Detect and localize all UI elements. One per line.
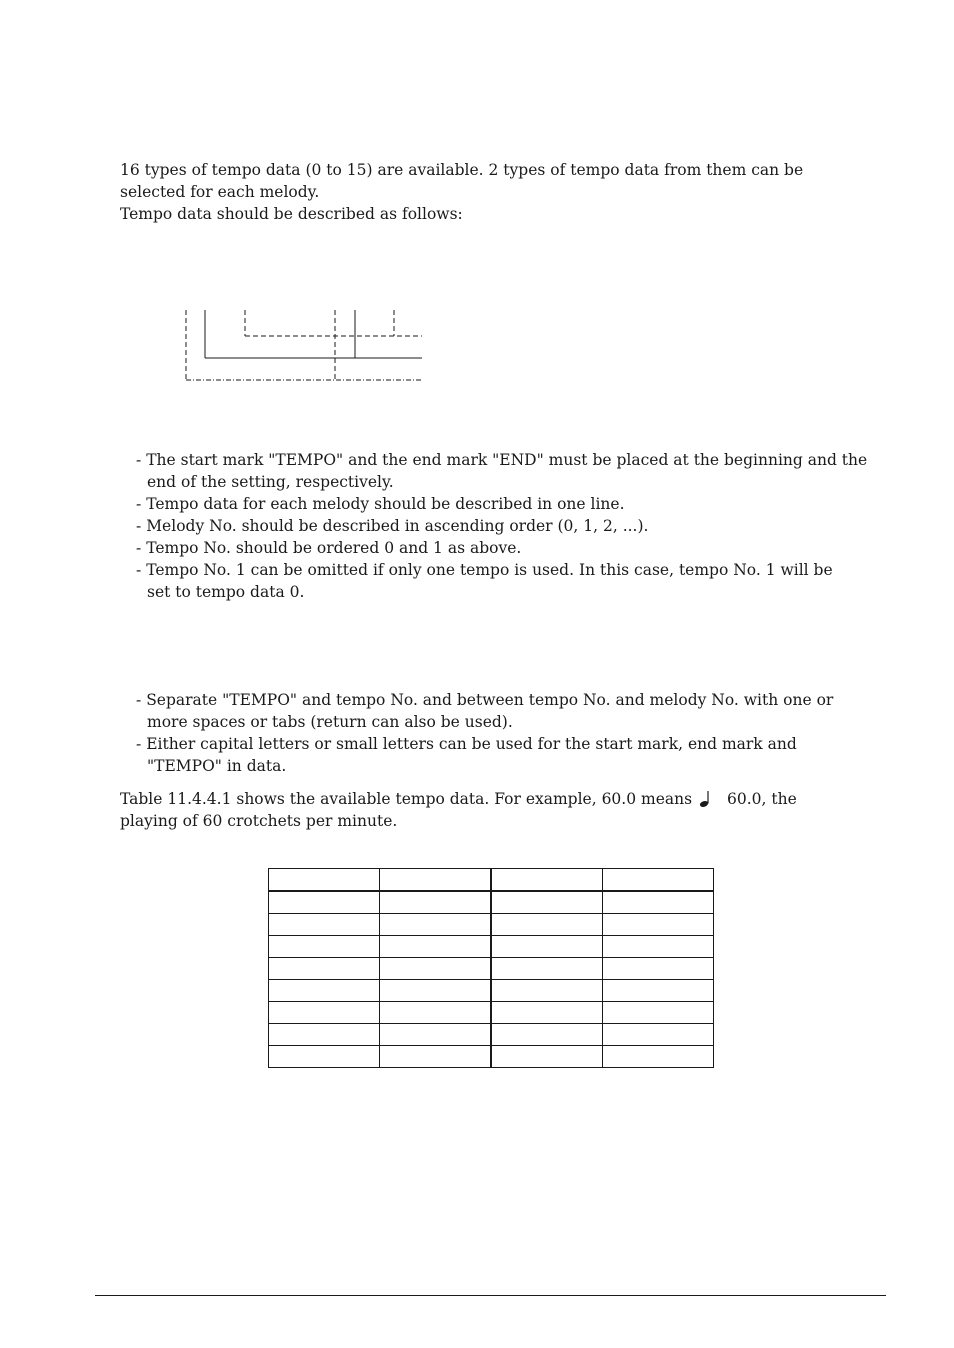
table-intro-paragraph <box>120 788 855 832</box>
list-item: - Melody No. should be described in ascending order (0, 1, 2, ...). <box>136 517 649 535</box>
list-item: - Separate "TEMPO" and tempo No. and between tempo No. and melody No. with one or more spaces or tabs (return can also be used). <box>136 691 834 731</box>
list-item: - Tempo data for each melody should be described in one line. <box>136 495 625 513</box>
table-cell <box>491 936 603 958</box>
table-cell <box>269 891 380 914</box>
table-cell <box>380 914 492 936</box>
tempo-syntax-diagram <box>178 304 428 388</box>
table-cell <box>491 891 603 914</box>
list-item: - Tempo No. 1 can be omitted if only one tempo is used. In this case, tempo No. 1 will be set to tempo data 0. <box>136 561 833 601</box>
list-item: - Tempo No. should be ordered 0 and 1 as above. <box>136 539 522 557</box>
table-cell <box>491 869 603 892</box>
table-header-row <box>269 869 714 892</box>
table-cell <box>380 1046 492 1068</box>
table-cell <box>380 891 492 914</box>
table-cell <box>269 914 380 936</box>
notes-list <box>136 689 856 777</box>
table-row <box>269 980 714 1002</box>
table-cell <box>380 958 492 980</box>
table-cell <box>380 869 492 892</box>
table-cell <box>491 914 603 936</box>
table-cell <box>603 980 714 1002</box>
table-row <box>269 936 714 958</box>
table-cell <box>603 936 714 958</box>
table-cell <box>603 958 714 980</box>
list-item: - The start mark "TEMPO" and the end mark "END" must be placed at the beginning and the end of the setting, respectively. <box>136 451 868 491</box>
table-intro-after: 60.0, the playing of 60 crotchets per minute. <box>120 790 797 830</box>
intro-line-2: Tempo data should be described as follows: <box>120 205 463 223</box>
table-row <box>269 1046 714 1068</box>
intro-line-1: 16 types of tempo data (0 to 15) are available. 2 types of tempo data from them can be selected for each melody. <box>120 161 804 201</box>
tempo-data-table <box>268 868 714 1068</box>
footer-rule <box>95 1295 886 1296</box>
intro-paragraph <box>120 159 860 225</box>
table-cell <box>491 1002 603 1024</box>
table-cell <box>380 1002 492 1024</box>
table-cell <box>269 1046 380 1068</box>
table-cell <box>269 869 380 892</box>
table-cell <box>491 1046 603 1068</box>
table-cell <box>269 958 380 980</box>
table-cell <box>603 1002 714 1024</box>
table-intro-before: Table 11.4.4.1 shows the available tempo data. For example, 60.0 means <box>120 790 693 808</box>
table-cell <box>380 936 492 958</box>
table-row <box>269 914 714 936</box>
table-cell <box>269 936 380 958</box>
table-cell <box>603 1046 714 1068</box>
table-cell <box>603 1024 714 1046</box>
table-row <box>269 1024 714 1046</box>
table-row <box>269 1002 714 1024</box>
table-cell <box>603 914 714 936</box>
table-row <box>269 958 714 980</box>
table-cell <box>491 1024 603 1046</box>
table-cell <box>491 980 603 1002</box>
table-row <box>269 891 714 914</box>
table-cell <box>380 1024 492 1046</box>
table-cell <box>269 1002 380 1024</box>
table-cell <box>491 958 603 980</box>
table-cell <box>603 891 714 914</box>
rules-list <box>136 449 886 603</box>
table-cell <box>603 869 714 892</box>
table-cell <box>269 980 380 1002</box>
table-cell <box>380 980 492 1002</box>
list-item: - Either capital letters or small letters can be used for the start mark, end mark and "TEMPO" in data. <box>136 735 797 775</box>
crotchet-note-icon <box>699 790 713 808</box>
table-cell <box>269 1024 380 1046</box>
